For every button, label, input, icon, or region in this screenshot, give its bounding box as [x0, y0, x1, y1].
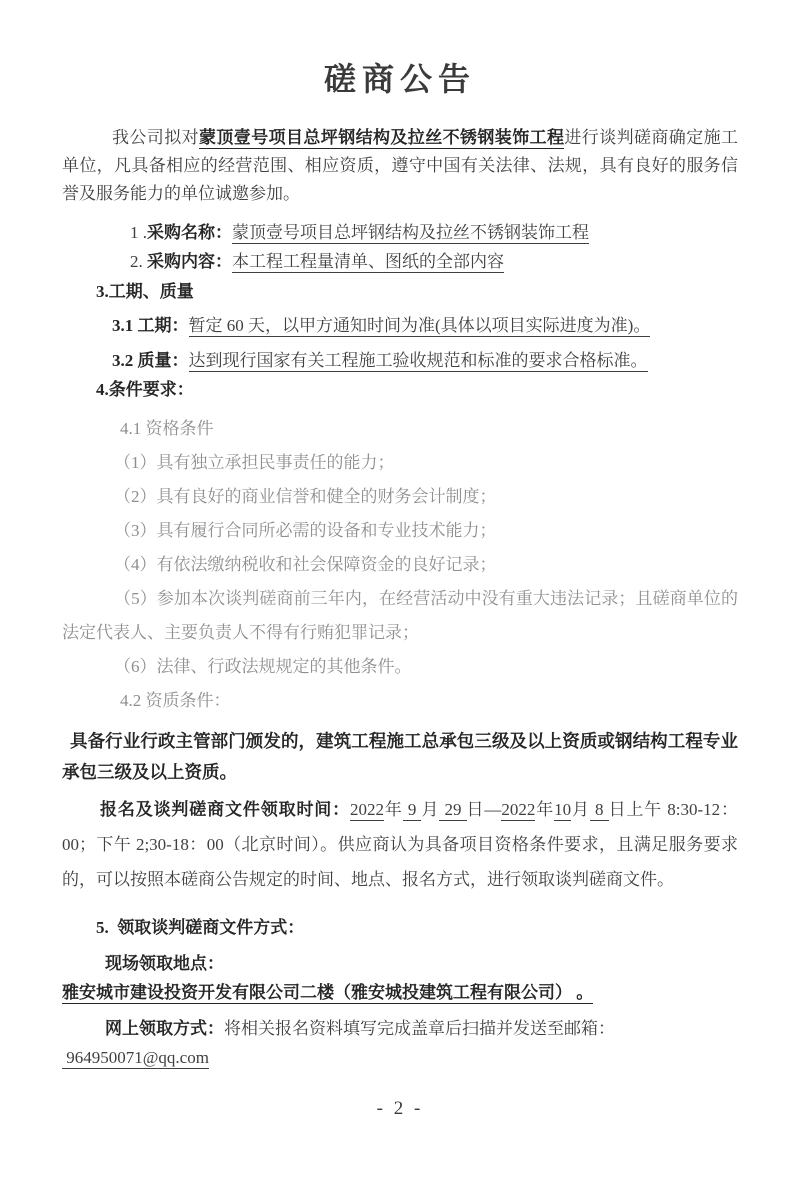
condition-item: （1）具有独立承担民事责任的能力； — [114, 453, 395, 472]
condition-item: （4）有依法缴纳税收和社会保障资金的良好记录； — [114, 555, 497, 574]
item-number: 2. — [130, 252, 143, 271]
onsite-address: 雅安城市建设投资开发有限公司二楼（雅安城投建筑工程有限公司） 。 — [62, 983, 594, 1002]
schedule-value: 暂定 60 天，以甲方通知时间为准(具体以项目实际进度为准)。 — [188, 316, 651, 335]
item-quality — [62, 346, 738, 375]
item-purchase-name — [62, 218, 738, 247]
start-month: 9 — [402, 800, 422, 819]
end-day: 8 — [589, 800, 609, 819]
online-pickup — [62, 1014, 738, 1072]
online-label: 网上领取方式： — [105, 1019, 224, 1038]
heading-condition-requirements: 4.条件要求： — [96, 380, 194, 399]
intro-prefix: 我公司拟对 — [112, 128, 199, 147]
item-schedule — [62, 311, 738, 340]
purchase-name-value: 蒙顶壹号项目总坪钢结构及拉丝不锈钢装饰工程 — [232, 223, 589, 242]
condition-item: （6）法律、行政法规规定的其他条件。 — [114, 657, 412, 676]
intro-suffix: 进行谈判磋商确定施工单位，凡具备相应的经营范围、相应资质，遵守中国有关法律、法规，具有良好的服务信誉及服务能力的单位诚邀参加。 — [62, 128, 739, 203]
subheading-qualification-conditions: 4.1 资格条件 — [120, 419, 214, 438]
document-page — [0, 58, 800, 1189]
page-number: - 2 - — [376, 1098, 424, 1119]
qualification-section — [62, 412, 738, 718]
purchase-content-value: 本工程工程量清单、图纸的全部内容 — [232, 252, 504, 271]
onsite-label: 现场领取地点： — [105, 954, 224, 973]
registration-label: 报名及谈判磋商文件领取时间： — [100, 800, 351, 819]
registration-time-paragraph: 报名及谈判磋商文件领取时间：2022年 9 月 29 日—2022年10月 8 日上午 8:30-12：00；下午 2;30-18：00（北京时间）。供应商认为具备项目资格条件要求，且满足服务要求的，可以按照本磋商公告规定的时间、地点、报名方式，进行领取谈判磋商文件。 — [62, 800, 738, 889]
intro-project-name: 蒙顶壹号项目总坪钢结构及拉丝不锈钢装饰工程 — [199, 128, 565, 147]
item-label: 采购名称： — [147, 223, 232, 242]
item-number: 1 . — [130, 223, 147, 242]
item-label: 3.2 质量： — [112, 351, 189, 370]
start-day: 29 — [439, 800, 467, 819]
online-instruction: 将相关报名资料填写完成盖章后扫描并发送至邮箱： — [224, 1019, 615, 1038]
onsite-pickup — [62, 949, 738, 1007]
start-year: 2022 — [350, 800, 385, 819]
end-year: 2022 — [501, 800, 536, 819]
quality-value: 达到现行国家有关工程施工验收规范和标准的要求合格标准。 — [188, 351, 648, 370]
page-title: 磋商公告 — [323, 61, 476, 97]
registration-tail: 日上午 8:30-12：00；下午 2;30-18：00（北京时间）。供应商认为具备项目资格条件要求，且满足服务要求的，可以按照本磋商公告规定的时间、地点、报名方式，进行领取谈判磋商文件。 — [62, 800, 738, 889]
condition-item: （3）具有履行合同所必需的设备和专业技术能力； — [114, 521, 497, 540]
item-purchase-content — [62, 247, 738, 276]
credential-requirement: 具备行业行政主管部门颁发的，建筑工程施工总承包三级及以上资质或钢结构工程专业承包三级及以上资质。 — [62, 731, 738, 782]
condition-item: （2）具有良好的商业信誉和健全的财务会计制度； — [114, 487, 497, 506]
end-month: 10 — [554, 800, 572, 819]
heading-schedule-quality: 3.工期、质量 — [96, 282, 194, 301]
heading-pickup-method: 5. 领取谈判磋商文件方式： — [96, 918, 305, 937]
item-label: 采购内容： — [147, 252, 232, 271]
email-address: 964950071@qq.com — [62, 1048, 209, 1067]
item-label: 3.1 工期： — [112, 316, 189, 335]
condition-item: （5）参加本次谈判磋商前三年内，在经营活动中没有重大违法记录；且磋商单位的法定代表人、主要负责人不得有行贿犯罪记录； — [62, 589, 738, 642]
subheading-credential-conditions: 4.2 资质条件： — [120, 691, 231, 710]
intro-paragraph — [62, 124, 738, 208]
